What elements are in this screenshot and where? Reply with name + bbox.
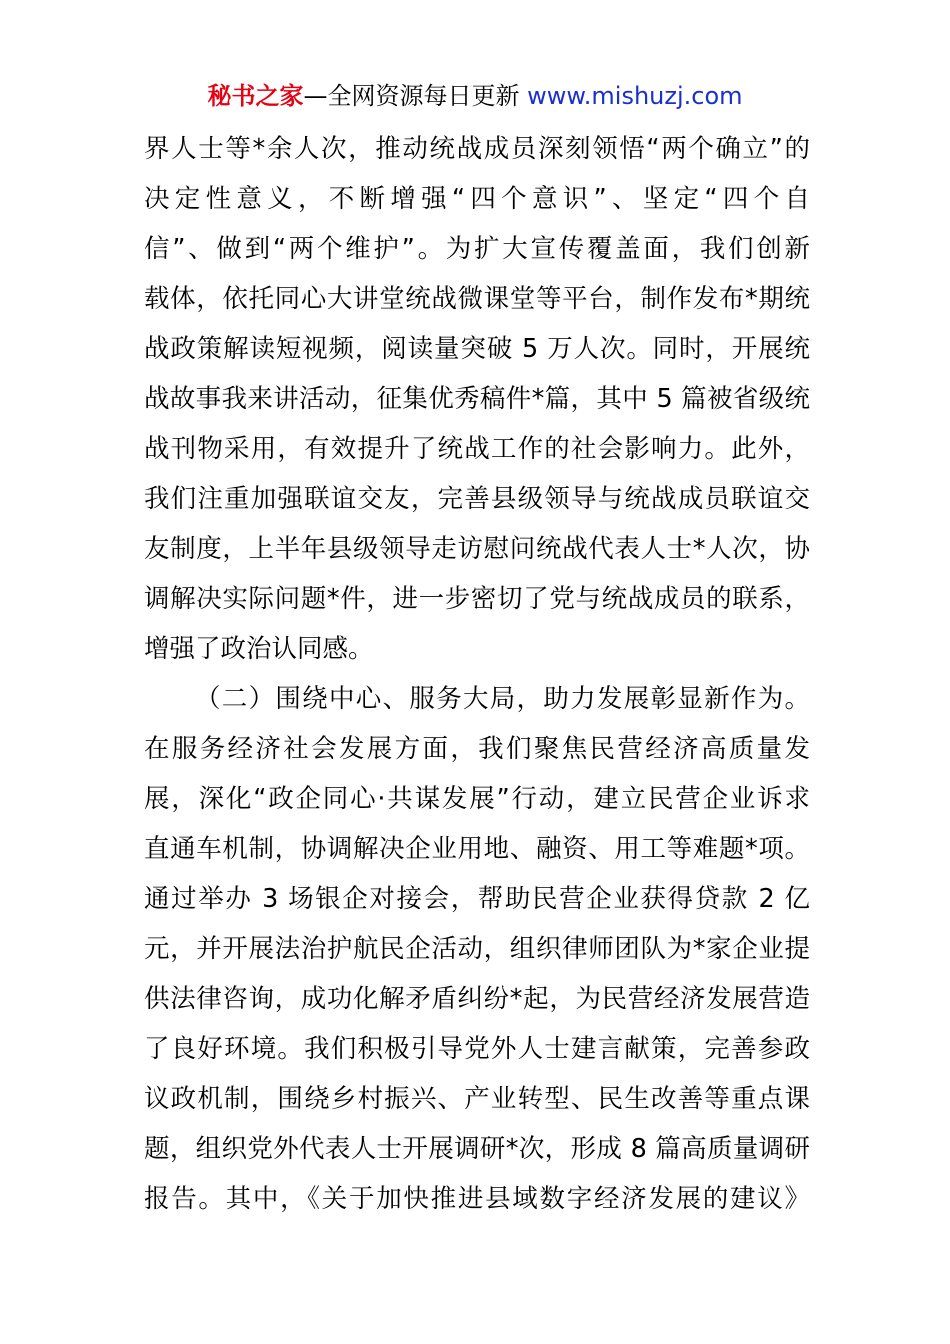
text-line: 议政机制，围绕乡村振兴、产业转型、民生改善等重点课 [144, 1084, 810, 1114]
site-url[interactable]: www.mishuzj.com [527, 82, 743, 110]
text-line: 题，组织党外代表人士开展调研*次，形成 8 篇高质量调研 [144, 1134, 810, 1164]
text-line: 了良好环境。我们积极引导党外人士建言献策，完善参政 [144, 1034, 810, 1064]
text-line: 供法律咨询，成功化解矛盾纠纷*起，为民营经济发展营造 [144, 984, 810, 1014]
text-line: 元，并开展法治护航民企活动，组织律师团队为*家企业提 [144, 934, 810, 964]
paragraph-1 [144, 124, 810, 674]
section-heading-line: （二）围绕中心、服务大局，助力发展彰显新作为。 [195, 684, 810, 714]
text-line: 在服务经济社会发展方面，我们聚焦民营经济高质量发 [144, 734, 810, 764]
text-line: 战政策解读短视频，阅读量突破 5 万人次。同时，开展统 [144, 334, 810, 364]
text-line: 战刊物采用，有效提升了统战工作的社会影响力。此外， [144, 434, 810, 464]
page-header [0, 80, 950, 112]
text-line: 通过举办 3 场银企对接会，帮助民营企业获得贷款 2 亿 [144, 884, 810, 914]
text-line: 载体，依托同心大讲堂统战微课堂等平台，制作发布*期统 [144, 284, 810, 314]
text-line: 展，深化“政企同心·共谋发展”行动，建立民营企业诉求 [144, 784, 810, 814]
text-line: 界人士等*余人次，推动统战成员深刻领悟“两个确立”的 [144, 134, 810, 164]
paragraph-2 [144, 674, 810, 1224]
text-line: 调解决实际问题*件，进一步密切了党与统战成员的联系， [144, 584, 810, 614]
text-line: 战故事我来讲活动，征集优秀稿件*篇，其中 5 篇被省级统 [144, 384, 810, 414]
text-line: 直通车机制，协调解决企业用地、融资、用工等难题*项。 [144, 834, 810, 864]
document-body [144, 124, 810, 1224]
site-tagline: —全网资源每日更新 [303, 82, 528, 110]
text-line: 报告。其中，《关于加快推进县域数字经济发展的建议》 [144, 1184, 810, 1214]
text-line: 增强了政治认同感。 [144, 634, 374, 664]
text-line: 我们注重加强联谊交友，完善县级领导与统战成员联谊交 [144, 484, 810, 514]
text-line: 决定性意义，不断增强“四个意识”、坚定“四个自 [144, 184, 810, 214]
site-brand: 秘书之家 [207, 82, 304, 110]
text-line: 友制度，上半年县级领导走访慰问统战代表人士*人次，协 [144, 534, 810, 564]
text-line: 信”、做到“两个维护”。为扩大宣传覆盖面，我们创新 [144, 234, 810, 264]
